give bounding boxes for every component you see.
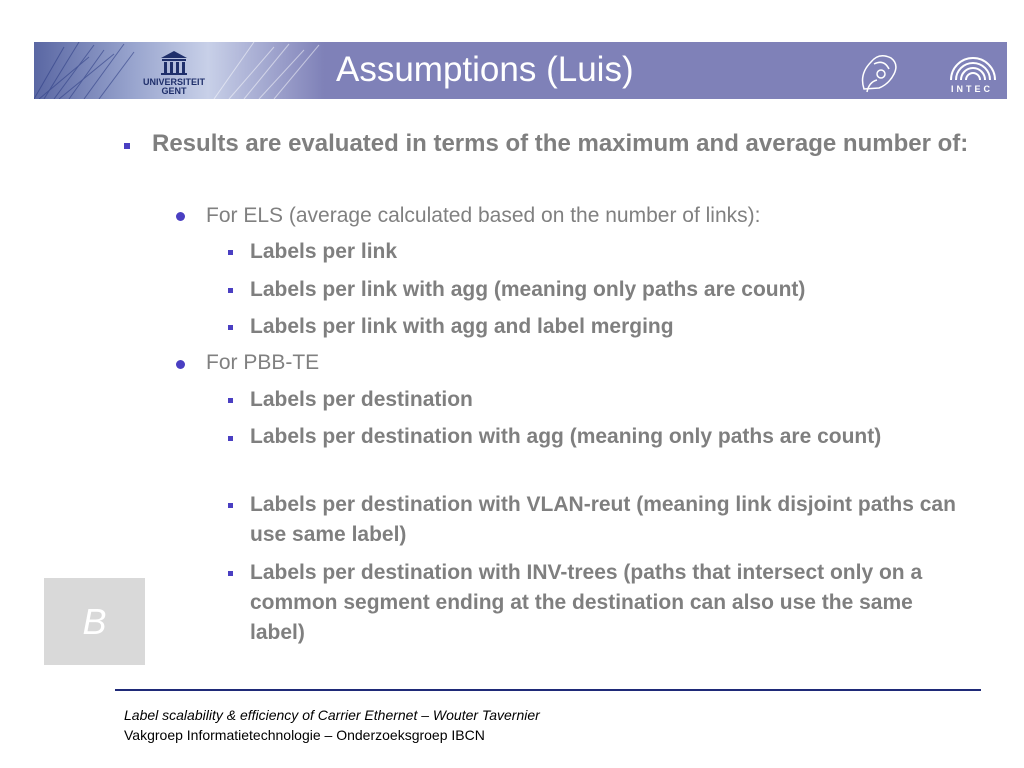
bullet-level3: Labels per destination [250,388,473,411]
slide-title: Assumptions (Luis) [336,50,634,89]
ugent-logo-text: UNIVERSITEIT GENT [142,77,205,96]
intec-logo-text: INTEC [951,84,993,94]
footer-title: Label scalability & efficiency of Carrier Ethernet – Wouter Tavernier [124,707,540,723]
bullet-square-icon [228,250,233,255]
bullet-square-icon [228,288,233,293]
bullet-dot-icon [176,212,185,221]
section-marker-label: B [82,601,107,642]
bullet-level3: Labels per link [250,240,398,263]
bullet-level3: Labels per destination with INV-trees (paths that intersect only on a common segment ending at the destination can also use the same label) [250,561,923,644]
bullet-square-icon [228,436,233,441]
footer-divider [115,689,981,691]
bullet-level3: Labels per link with agg and label merging [250,315,674,338]
bullet-square-icon [124,143,130,149]
bullet-level3: Labels per link with agg (meaning only paths are count) [250,278,806,301]
bullet-square-icon [228,325,233,330]
bullet-square-icon [228,398,233,403]
bullet-level2: For PBB-TE [206,351,320,374]
footer-subtitle: Vakgroep Informatietechnologie – Onderzoeksgroep IBCN [124,727,485,743]
section-marker-box [44,578,145,665]
bullet-level3: Labels per destination with agg (meaning only paths are count) [250,425,882,448]
bullet-level3: Labels per destination with VLAN-reut (meaning link disjoint paths can use same label) [250,493,956,546]
bullet-square-icon [228,503,233,508]
bullet-dot-icon [176,360,185,369]
bullet-level1: Results are evaluated in terms of the maximum and average number of: [152,130,969,157]
bullet-level2: For ELS (average calculated based on the number of links): [206,204,761,227]
bullet-square-icon [228,571,233,576]
